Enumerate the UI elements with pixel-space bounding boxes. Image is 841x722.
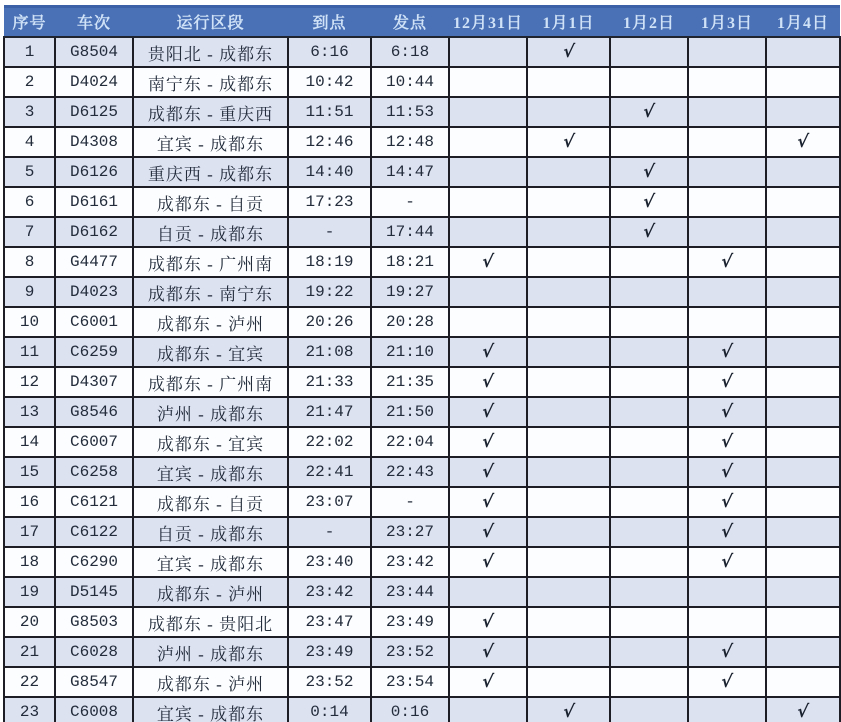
cell-jan4 — [766, 277, 840, 307]
cell-jan1 — [527, 217, 610, 247]
cell-jan1 — [527, 427, 610, 457]
column-header-jan4: 1月4日 — [766, 7, 840, 38]
cell-jan4 — [766, 247, 840, 277]
cell-jan2 — [610, 637, 688, 667]
cell-route: 成都东 - 广州南 — [133, 367, 288, 397]
cell-arrival: 14:40 — [288, 157, 371, 187]
cell-jan3 — [688, 457, 766, 487]
cell-jan1 — [527, 667, 610, 697]
cell-departure: 23:49 — [371, 607, 449, 637]
cell-seq: 17 — [4, 517, 55, 547]
cell-dec31 — [449, 697, 527, 722]
table-row — [4, 217, 840, 247]
cell-dec31 — [449, 427, 527, 457]
cell-route: 成都东 - 宜宾 — [133, 337, 288, 367]
cell-jan3 — [688, 307, 766, 337]
cell-route: 成都东 - 广州南 — [133, 247, 288, 277]
cell-train-no: C6121 — [55, 487, 133, 517]
checkmark-icon: √ — [720, 672, 734, 692]
cell-train-no: D6125 — [55, 97, 133, 127]
cell-train-no: C6259 — [55, 337, 133, 367]
checkmark-icon: √ — [481, 612, 495, 632]
cell-arrival: 12:46 — [288, 127, 371, 157]
checkmark-icon: √ — [481, 642, 495, 662]
cell-jan4 — [766, 397, 840, 427]
cell-arrival: 23:07 — [288, 487, 371, 517]
cell-dec31 — [449, 547, 527, 577]
cell-departure: 19:27 — [371, 277, 449, 307]
cell-jan3 — [688, 337, 766, 367]
cell-dec31 — [449, 187, 527, 217]
cell-jan4 — [766, 697, 840, 722]
cell-arrival: 22:41 — [288, 457, 371, 487]
cell-jan4 — [766, 367, 840, 397]
cell-arrival: 6:16 — [288, 37, 371, 67]
cell-train-no: C6290 — [55, 547, 133, 577]
table-row — [4, 37, 840, 67]
cell-dec31 — [449, 487, 527, 517]
cell-seq: 10 — [4, 307, 55, 337]
cell-departure: 11:53 — [371, 97, 449, 127]
cell-arrival: 22:02 — [288, 427, 371, 457]
table-row — [4, 547, 840, 577]
checkmark-icon: √ — [561, 702, 576, 722]
cell-jan1 — [527, 577, 610, 607]
cell-route: 自贡 - 成都东 — [133, 217, 288, 247]
cell-jan2 — [610, 337, 688, 367]
cell-departure: 22:43 — [371, 457, 449, 487]
cell-train-no: C6008 — [55, 697, 133, 722]
cell-train-no: C6122 — [55, 517, 133, 547]
table-header — [4, 7, 840, 38]
cell-route: 宜宾 - 成都东 — [133, 457, 288, 487]
cell-route: 贵阳北 - 成都东 — [133, 37, 288, 67]
cell-departure: 23:52 — [371, 637, 449, 667]
cell-dec31 — [449, 157, 527, 187]
cell-jan2 — [610, 157, 688, 187]
cell-train-no: G4477 — [55, 247, 133, 277]
cell-train-no: G8547 — [55, 667, 133, 697]
table-row — [4, 97, 840, 127]
table-row — [4, 127, 840, 157]
cell-dec31 — [449, 247, 527, 277]
cell-jan1 — [527, 277, 610, 307]
table-row — [4, 337, 840, 367]
cell-route: 南宁东 - 成都东 — [133, 67, 288, 97]
cell-train-no: C6001 — [55, 307, 133, 337]
cell-dec31 — [449, 367, 527, 397]
cell-departure: 17:44 — [371, 217, 449, 247]
cell-route: 重庆西 - 成都东 — [133, 157, 288, 187]
checkmark-icon: √ — [481, 252, 495, 272]
cell-departure: 12:48 — [371, 127, 449, 157]
cell-arrival: 11:51 — [288, 97, 371, 127]
cell-departure: 20:28 — [371, 307, 449, 337]
cell-jan1 — [527, 247, 610, 277]
cell-seq: 13 — [4, 397, 55, 427]
cell-jan2 — [610, 607, 688, 637]
cell-dec31 — [449, 457, 527, 487]
cell-train-no: D5145 — [55, 577, 133, 607]
cell-seq: 2 — [4, 67, 55, 97]
cell-jan1 — [527, 457, 610, 487]
cell-arrival: 23:52 — [288, 667, 371, 697]
checkmark-icon: √ — [481, 432, 495, 452]
cell-route: 宜宾 - 成都东 — [133, 697, 288, 722]
cell-seq: 16 — [4, 487, 55, 517]
cell-jan2 — [610, 307, 688, 337]
table-row — [4, 277, 840, 307]
cell-jan2 — [610, 247, 688, 277]
cell-departure: 18:21 — [371, 247, 449, 277]
checkmark-icon: √ — [642, 102, 656, 122]
cell-dec31 — [449, 37, 527, 67]
cell-jan2 — [610, 517, 688, 547]
cell-arrival: 23:49 — [288, 637, 371, 667]
cell-train-no: C6258 — [55, 457, 133, 487]
cell-train-no: D6126 — [55, 157, 133, 187]
cell-jan4 — [766, 547, 840, 577]
cell-jan1 — [527, 697, 610, 722]
cell-jan4 — [766, 217, 840, 247]
table-row — [4, 157, 840, 187]
cell-seq: 4 — [4, 127, 55, 157]
cell-jan4 — [766, 427, 840, 457]
cell-jan3 — [688, 607, 766, 637]
cell-route: 宜宾 - 成都东 — [133, 127, 288, 157]
cell-departure: 6:18 — [371, 37, 449, 67]
cell-seq: 19 — [4, 577, 55, 607]
cell-jan2 — [610, 667, 688, 697]
cell-seq: 3 — [4, 97, 55, 127]
cell-seq: 14 — [4, 427, 55, 457]
column-header-arrival: 到点 — [288, 7, 371, 38]
cell-route: 成都东 - 南宁东 — [133, 277, 288, 307]
cell-arrival: 0:14 — [288, 697, 371, 722]
cell-seq: 23 — [4, 697, 55, 722]
checkmark-icon: √ — [720, 492, 734, 512]
cell-train-no: D6162 — [55, 217, 133, 247]
cell-jan1 — [527, 157, 610, 187]
cell-dec31 — [449, 277, 527, 307]
cell-jan4 — [766, 67, 840, 97]
table-row — [4, 427, 840, 457]
cell-seq: 18 — [4, 547, 55, 577]
table-row — [4, 487, 840, 517]
cell-jan3 — [688, 97, 766, 127]
column-header-departure: 发点 — [371, 7, 449, 38]
cell-jan1 — [527, 67, 610, 97]
cell-jan2 — [610, 187, 688, 217]
cell-departure: 21:50 — [371, 397, 449, 427]
cell-seq: 12 — [4, 367, 55, 397]
cell-jan3 — [688, 517, 766, 547]
cell-departure: 21:35 — [371, 367, 449, 397]
checkmark-icon: √ — [481, 462, 495, 482]
cell-jan4 — [766, 487, 840, 517]
cell-arrival: 19:22 — [288, 277, 371, 307]
cell-jan3 — [688, 697, 766, 722]
cell-jan2 — [610, 217, 688, 247]
cell-train-no: D4023 — [55, 277, 133, 307]
cell-arrival: 21:08 — [288, 337, 371, 367]
cell-jan2 — [610, 277, 688, 307]
checkmark-icon: √ — [796, 702, 810, 722]
cell-seq: 8 — [4, 247, 55, 277]
cell-jan1 — [527, 337, 610, 367]
cell-route: 成都东 - 泸州 — [133, 667, 288, 697]
cell-jan1 — [527, 607, 610, 637]
cell-jan2 — [610, 547, 688, 577]
cell-jan3 — [688, 187, 766, 217]
checkmark-icon: √ — [720, 252, 734, 272]
cell-arrival: 18:19 — [288, 247, 371, 277]
cell-arrival: 10:42 — [288, 67, 371, 97]
cell-train-no: C6007 — [55, 427, 133, 457]
cell-dec31 — [449, 127, 527, 157]
cell-route: 成都东 - 贵阳北 — [133, 607, 288, 637]
table-row — [4, 367, 840, 397]
checkmark-icon: √ — [481, 522, 495, 542]
cell-seq: 1 — [4, 37, 55, 67]
cell-seq: 11 — [4, 337, 55, 367]
checkmark-icon: √ — [720, 372, 734, 392]
cell-seq: 20 — [4, 607, 55, 637]
cell-route: 成都东 - 泸州 — [133, 307, 288, 337]
checkmark-icon: √ — [720, 432, 734, 452]
cell-jan3 — [688, 157, 766, 187]
cell-jan2 — [610, 397, 688, 427]
cell-jan2 — [610, 457, 688, 487]
cell-jan3 — [688, 637, 766, 667]
column-header-jan1: 1月1日 — [527, 7, 610, 38]
cell-arrival: 23:47 — [288, 607, 371, 637]
cell-arrival: - — [288, 517, 371, 547]
cell-seq: 15 — [4, 457, 55, 487]
cell-route: 成都东 - 重庆西 — [133, 97, 288, 127]
column-header-jan3: 1月3日 — [688, 7, 766, 38]
cell-train-no: D4307 — [55, 367, 133, 397]
cell-seq: 21 — [4, 637, 55, 667]
cell-jan2 — [610, 427, 688, 457]
cell-route: 自贡 - 成都东 — [133, 517, 288, 547]
table-row — [4, 67, 840, 97]
checkmark-icon: √ — [642, 192, 656, 212]
cell-dec31 — [449, 607, 527, 637]
cell-dec31 — [449, 397, 527, 427]
cell-dec31 — [449, 517, 527, 547]
train-schedule-table — [3, 5, 841, 722]
cell-jan1 — [527, 97, 610, 127]
cell-jan4 — [766, 637, 840, 667]
table-row — [4, 187, 840, 217]
cell-jan3 — [688, 127, 766, 157]
cell-arrival: 21:33 — [288, 367, 371, 397]
cell-departure: 0:16 — [371, 697, 449, 722]
table-row — [4, 667, 840, 697]
cell-jan2 — [610, 67, 688, 97]
cell-train-no: G8504 — [55, 37, 133, 67]
cell-jan4 — [766, 337, 840, 367]
cell-train-no: G8546 — [55, 397, 133, 427]
cell-jan2 — [610, 367, 688, 397]
cell-departure: 23:44 — [371, 577, 449, 607]
cell-departure: 23:54 — [371, 667, 449, 697]
cell-dec31 — [449, 667, 527, 697]
cell-departure: 23:42 — [371, 547, 449, 577]
cell-jan1 — [527, 517, 610, 547]
cell-jan1 — [527, 187, 610, 217]
cell-departure: 21:10 — [371, 337, 449, 367]
cell-seq: 7 — [4, 217, 55, 247]
checkmark-icon: √ — [720, 642, 734, 662]
cell-dec31 — [449, 67, 527, 97]
cell-arrival: - — [288, 217, 371, 247]
cell-route: 宜宾 - 成都东 — [133, 547, 288, 577]
cell-jan1 — [527, 487, 610, 517]
checkmark-icon: √ — [561, 42, 576, 62]
cell-route: 泸州 - 成都东 — [133, 397, 288, 427]
cell-arrival: 21:47 — [288, 397, 371, 427]
cell-jan4 — [766, 607, 840, 637]
cell-jan1 — [527, 397, 610, 427]
table-row — [4, 697, 840, 722]
checkmark-icon: √ — [720, 462, 734, 482]
cell-jan1 — [527, 37, 610, 67]
cell-jan2 — [610, 37, 688, 67]
cell-seq: 5 — [4, 157, 55, 187]
checkmark-icon: √ — [720, 522, 734, 542]
cell-jan4 — [766, 157, 840, 187]
cell-jan2 — [610, 697, 688, 722]
cell-departure: 10:44 — [371, 67, 449, 97]
checkmark-icon: √ — [481, 492, 495, 512]
checkmark-icon: √ — [481, 672, 495, 692]
cell-route: 成都东 - 泸州 — [133, 577, 288, 607]
cell-departure: 22:04 — [371, 427, 449, 457]
table-row — [4, 307, 840, 337]
cell-departure: 23:27 — [371, 517, 449, 547]
cell-jan3 — [688, 247, 766, 277]
checkmark-icon: √ — [796, 132, 810, 152]
checkmark-icon: √ — [720, 342, 734, 362]
checkmark-icon: √ — [720, 402, 734, 422]
cell-jan1 — [527, 547, 610, 577]
cell-jan1 — [527, 307, 610, 337]
cell-seq: 6 — [4, 187, 55, 217]
cell-jan1 — [527, 637, 610, 667]
cell-train-no: D4308 — [55, 127, 133, 157]
cell-departure: - — [371, 487, 449, 517]
cell-dec31 — [449, 307, 527, 337]
table-body — [4, 37, 840, 722]
checkmark-icon: √ — [642, 162, 656, 182]
cell-jan4 — [766, 187, 840, 217]
column-header-route: 运行区段 — [133, 7, 288, 38]
cell-jan3 — [688, 277, 766, 307]
cell-jan4 — [766, 667, 840, 697]
cell-dec31 — [449, 637, 527, 667]
cell-route: 泸州 - 成都东 — [133, 637, 288, 667]
table-row — [4, 397, 840, 427]
cell-jan3 — [688, 547, 766, 577]
cell-jan3 — [688, 217, 766, 247]
cell-arrival: 17:23 — [288, 187, 371, 217]
table-row — [4, 247, 840, 277]
cell-dec31 — [449, 97, 527, 127]
cell-dec31 — [449, 337, 527, 367]
column-header-dec31: 12月31日 — [449, 7, 527, 38]
checkmark-icon: √ — [481, 372, 495, 392]
cell-departure: - — [371, 187, 449, 217]
table-row — [4, 577, 840, 607]
cell-jan4 — [766, 457, 840, 487]
cell-jan1 — [527, 367, 610, 397]
cell-route: 成都东 - 自贡 — [133, 487, 288, 517]
cell-route: 成都东 - 自贡 — [133, 187, 288, 217]
cell-train-no: D6161 — [55, 187, 133, 217]
checkmark-icon: √ — [561, 132, 576, 152]
header-row — [4, 7, 840, 38]
cell-train-no: C6028 — [55, 637, 133, 667]
cell-seq: 9 — [4, 277, 55, 307]
table-row — [4, 607, 840, 637]
cell-arrival: 23:42 — [288, 577, 371, 607]
cell-jan3 — [688, 397, 766, 427]
cell-jan2 — [610, 577, 688, 607]
column-header-jan2: 1月2日 — [610, 7, 688, 38]
table-row — [4, 457, 840, 487]
checkmark-icon: √ — [642, 222, 656, 242]
cell-train-no: G8503 — [55, 607, 133, 637]
cell-jan2 — [610, 97, 688, 127]
checkmark-icon: √ — [720, 552, 734, 572]
cell-jan2 — [610, 127, 688, 157]
column-header-seq: 序号 — [4, 7, 55, 38]
cell-jan1 — [527, 127, 610, 157]
cell-seq: 22 — [4, 667, 55, 697]
cell-jan2 — [610, 487, 688, 517]
cell-jan4 — [766, 577, 840, 607]
cell-jan4 — [766, 37, 840, 67]
column-header-train-no: 车次 — [55, 7, 133, 38]
cell-arrival: 23:40 — [288, 547, 371, 577]
cell-dec31 — [449, 577, 527, 607]
table-row — [4, 517, 840, 547]
checkmark-icon: √ — [481, 552, 495, 572]
cell-jan4 — [766, 127, 840, 157]
cell-jan4 — [766, 307, 840, 337]
cell-jan3 — [688, 427, 766, 457]
cell-dec31 — [449, 217, 527, 247]
cell-jan3 — [688, 577, 766, 607]
cell-jan3 — [688, 487, 766, 517]
cell-jan4 — [766, 517, 840, 547]
cell-jan4 — [766, 97, 840, 127]
cell-train-no: D4024 — [55, 67, 133, 97]
cell-route: 成都东 - 宜宾 — [133, 427, 288, 457]
checkmark-icon: √ — [481, 402, 495, 422]
table-row — [4, 637, 840, 667]
cell-jan3 — [688, 37, 766, 67]
cell-jan3 — [688, 367, 766, 397]
cell-jan3 — [688, 67, 766, 97]
checkmark-icon: √ — [481, 342, 495, 362]
cell-departure: 14:47 — [371, 157, 449, 187]
cell-arrival: 20:26 — [288, 307, 371, 337]
cell-jan3 — [688, 667, 766, 697]
